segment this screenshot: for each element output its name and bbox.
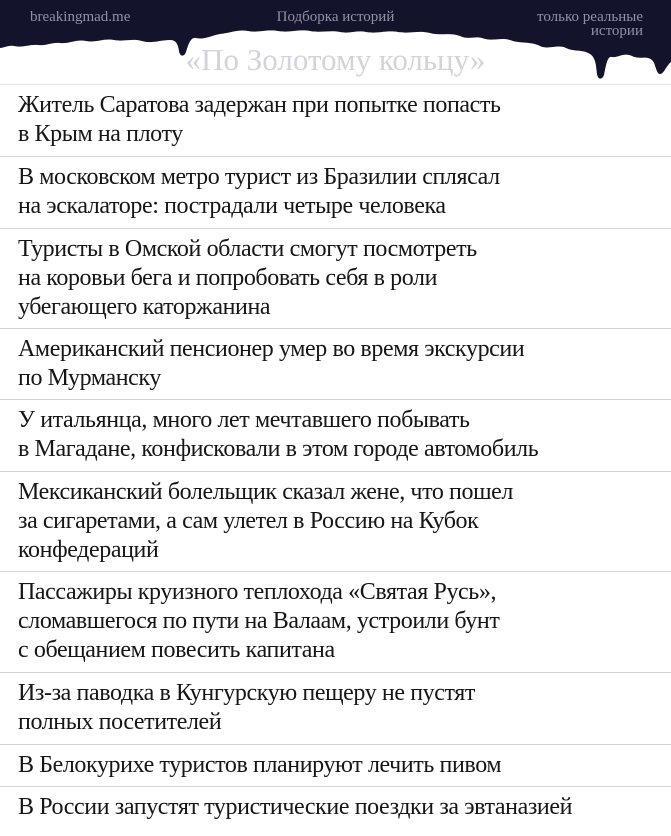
story-item[interactable]: В Белокурихе туристов планируют лечить пивом [0, 744, 671, 786]
story-item[interactable]: Мексиканский болельщик сказал жене, что пошел за сигаретами, а сам улетел в Россию на Кубок конфедераций [0, 471, 671, 571]
story-list [0, 84, 671, 827]
site-name[interactable]: breakingmad.me [30, 9, 131, 25]
story-item[interactable]: Житель Саратова задержан при попытке попасть в Крым на плоту [0, 84, 671, 156]
page-title: «По Золотому кольцу» [185, 42, 486, 77]
story-item[interactable]: Пассажиры круизного теплохода «Святая Русь», сломавшегося по пути на Валаам, устроили бунт с обещанием повесить капитана [0, 571, 671, 672]
section-label: Подборка историй [276, 9, 395, 25]
story-item[interactable]: Туристы в Омской области смогут посмотреть на коровьи бега и попробовать себя в роли убегающего каторжанина [0, 228, 671, 328]
story-item[interactable]: Из-за паводка в Кунгурскую пещеру не пустят полных посетителей [0, 672, 671, 744]
story-item[interactable]: В московском метро турист из Бразилии сплясал на эскалаторе: пострадали четыре человека [0, 156, 671, 228]
story-item[interactable]: У итальянца, много лет мечтавшего побывать в Магадане, конфисковали в этом городе автомобиль [0, 399, 671, 471]
tagline: только реальные истории [537, 9, 643, 39]
story-item[interactable]: В России запустят туристические поездки за эвтаназией [0, 786, 671, 827]
story-item[interactable]: Американский пенсионер умер во время экскурсии по Мурманску [0, 328, 671, 399]
